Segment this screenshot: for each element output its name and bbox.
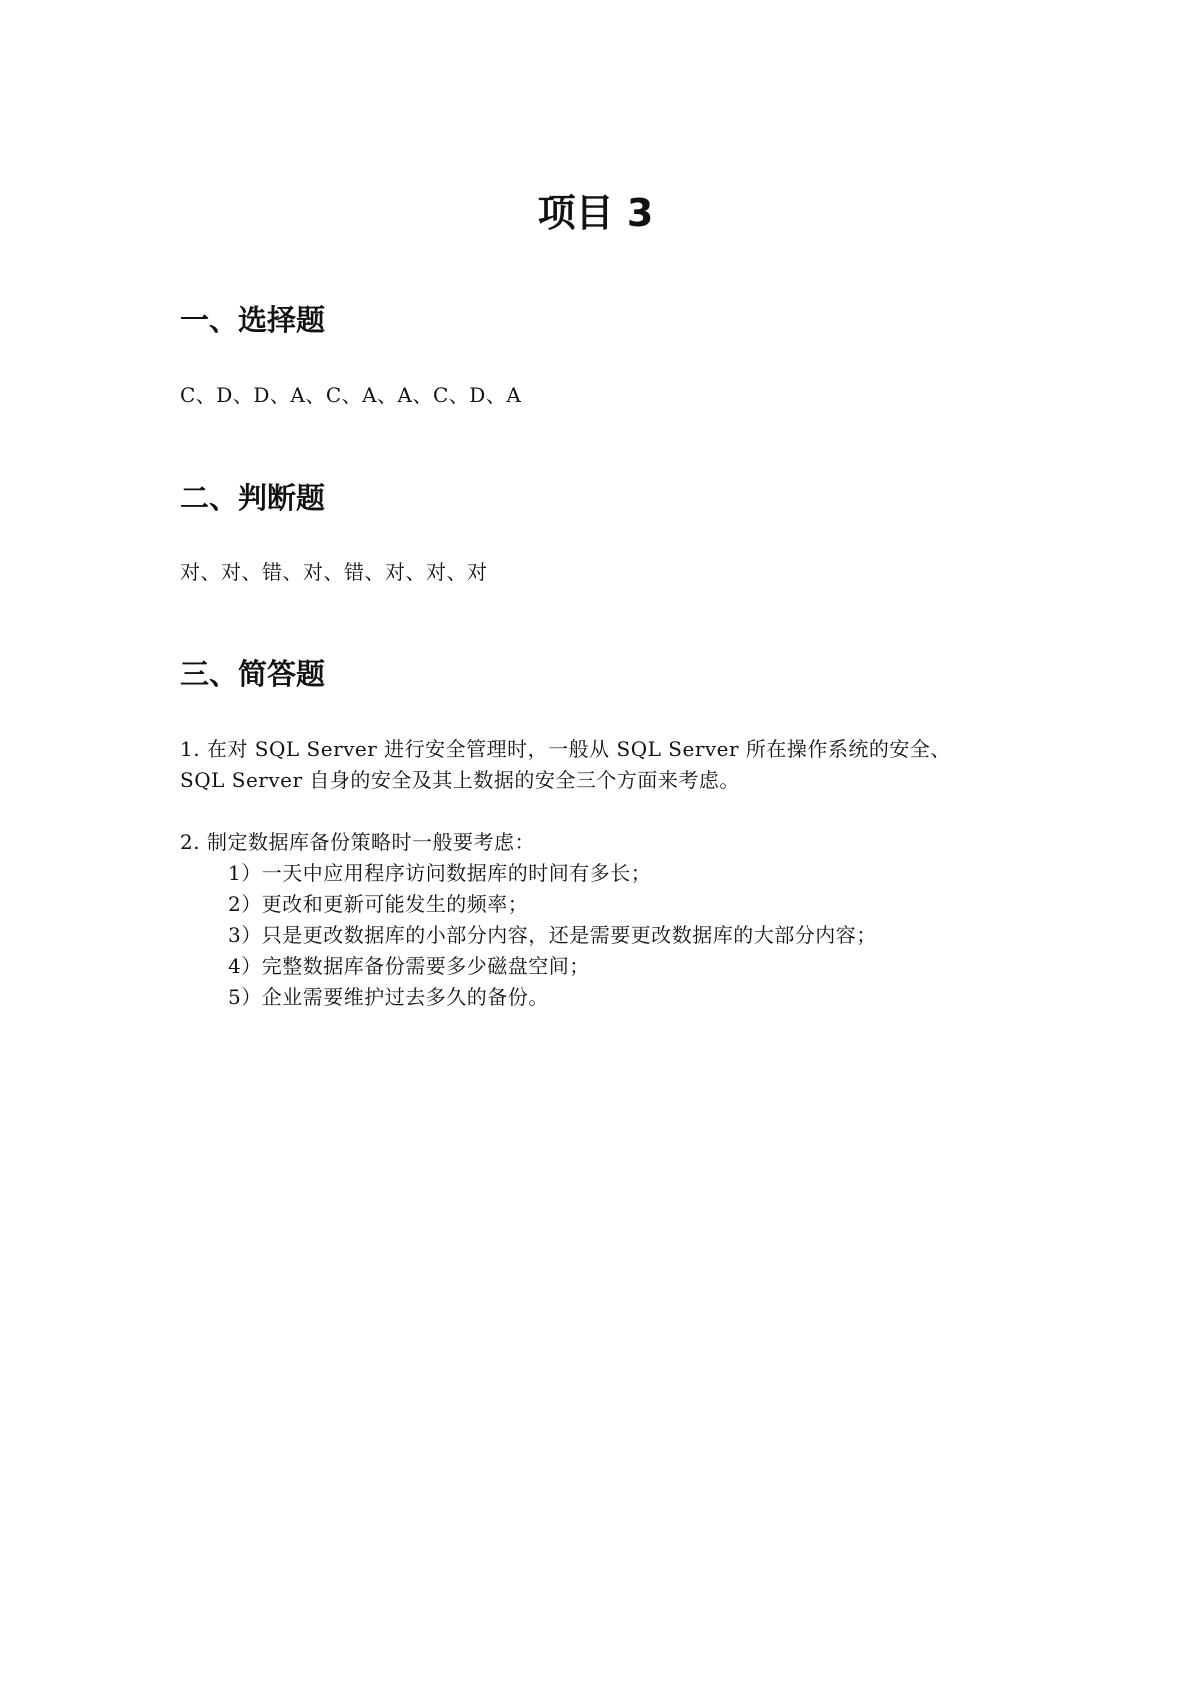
short-answer-q2-intro: 2. 制定数据库备份策略时一般要考虑： xyxy=(180,830,535,854)
short-answer-q1-line1: 1. 在对 SQL Server 进行安全管理时，一般从 SQL Server 所在操作系统的安全、 xyxy=(180,737,951,761)
short-answer-q2-item: 5）企业需要维护过去多久的备份。 xyxy=(228,985,549,1009)
short-answer-q2-item: 4）完整数据库备份需要多少磁盘空间； xyxy=(228,954,590,978)
choice-answers: C、D、D、A、C、A、A、C、D、A xyxy=(180,383,522,407)
true-false-answers: 对、对、错、对、错、对、对、对 xyxy=(180,560,488,584)
section-heading-short-answer: 三、简答题 xyxy=(180,657,326,691)
section-heading-true-false: 二、判断题 xyxy=(180,481,326,515)
page-title: 项目 3 xyxy=(537,191,654,235)
short-answer-q2-item: 2）更改和更新可能发生的频率； xyxy=(228,892,529,916)
short-answer-q2-item: 1）一天中应用程序访问数据库的时间有多长； xyxy=(228,861,652,885)
short-answer-q2-item: 3）只是更改数据库的小部分内容，还是需要更改数据库的大部分内容； xyxy=(228,923,877,947)
short-answer-q1-line2: SQL Server 自身的安全及其上数据的安全三个方面来考虑。 xyxy=(180,768,740,792)
section-heading-choice: 一、选择题 xyxy=(180,303,326,337)
